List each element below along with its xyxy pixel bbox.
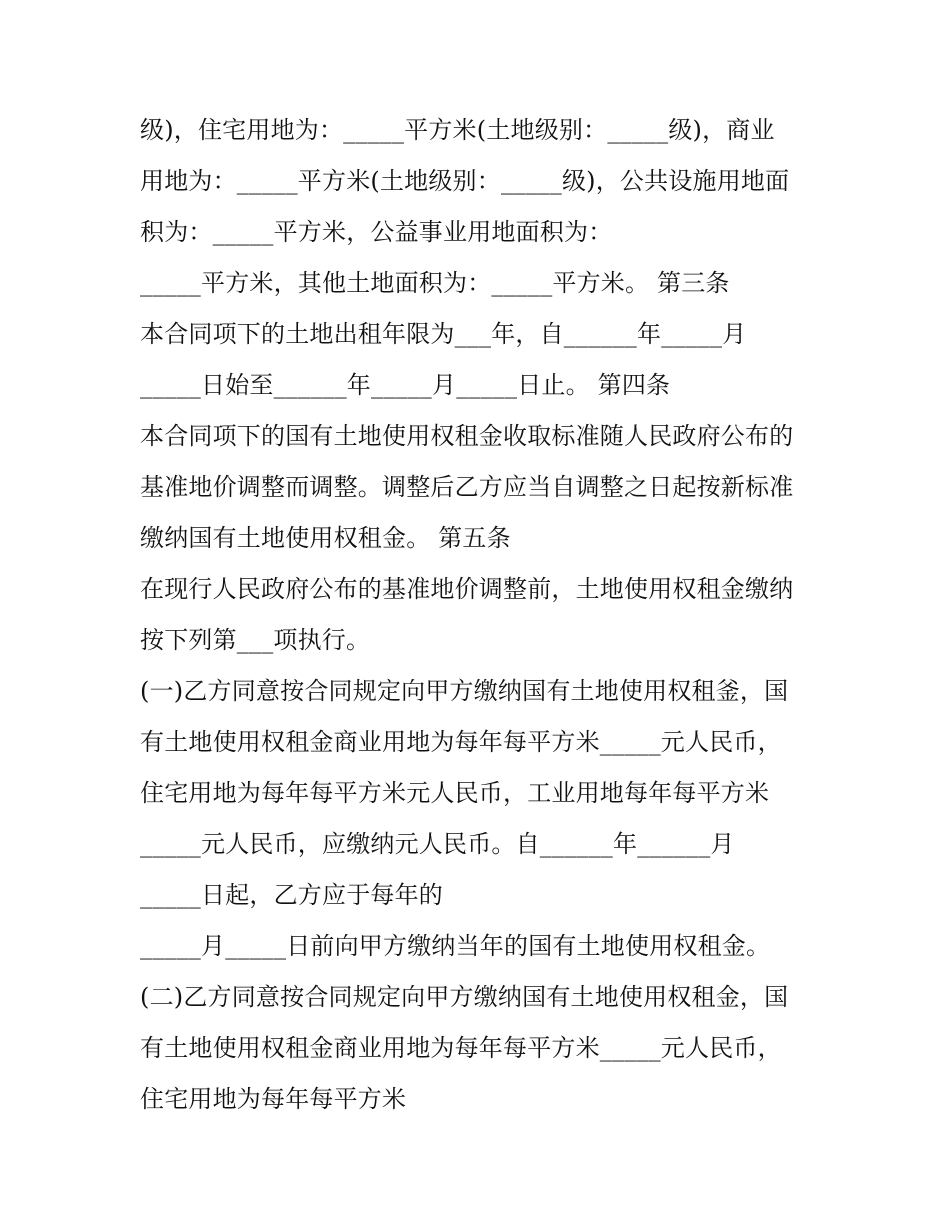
text-line: 住宅用地为每年每平方米 bbox=[140, 1085, 407, 1113]
contract-text bbox=[140, 110, 820, 1130]
text-line: 本合同项下的国有土地使用权租金收取标准随人民政府公布的 bbox=[140, 422, 794, 450]
text-line: 本合同项下的土地出租年限为___年，自______年_____月 bbox=[140, 320, 747, 348]
text-line: 积为：_____平方米，公益事业用地面积为： bbox=[140, 218, 613, 246]
text-line: _____元人民币，应缴纳元人民币。自______年______月 bbox=[140, 830, 735, 858]
text-line: 级)，住宅用地为：_____平方米(土地级别：_____级)，商业 bbox=[140, 116, 775, 144]
text-line: (一)乙方同意按合同规定向甲方缴纳国有土地使用权租釜，国 bbox=[140, 677, 789, 705]
text-line: 按下列第___项执行。 bbox=[140, 626, 371, 654]
text-line: _____月_____日前向甲方缴纳当年的国有土地使用权租金。 bbox=[140, 932, 771, 960]
text-line: 有土地使用权租金商业用地为每年每平方米_____元人民币， bbox=[140, 728, 782, 756]
text-line: _____日始至______年_____月_____日止。 第四条 bbox=[140, 371, 671, 399]
text-line: _____日起，乙方应于每年的 bbox=[140, 881, 443, 909]
text-line: 住宅用地为每年每平方米元人民币，工业用地每年每平方米 bbox=[140, 779, 770, 807]
text-line: 缴纳国有土地使用权租金。 第五条 bbox=[140, 524, 511, 552]
text-line: 有土地使用权租金商业用地为每年每平方米_____元人民币， bbox=[140, 1034, 782, 1062]
text-line: 基准地价调整而调整。调整后乙方应当自调整之日起按新标准 bbox=[140, 473, 794, 501]
text-line: (二)乙方同意按合同规定向甲方缴纳国有土地使用权租金，国 bbox=[140, 983, 789, 1011]
text-line: _____平方米，其他土地面积为：_____平方米。 第三条 bbox=[140, 269, 730, 297]
text-line: 在现行人民政府公布的基准地价调整前，土地使用权租金缴纳 bbox=[140, 575, 794, 603]
text-line: 用地为：_____平方米(土地级别：_____级)，公共设施用地面 bbox=[140, 167, 790, 195]
